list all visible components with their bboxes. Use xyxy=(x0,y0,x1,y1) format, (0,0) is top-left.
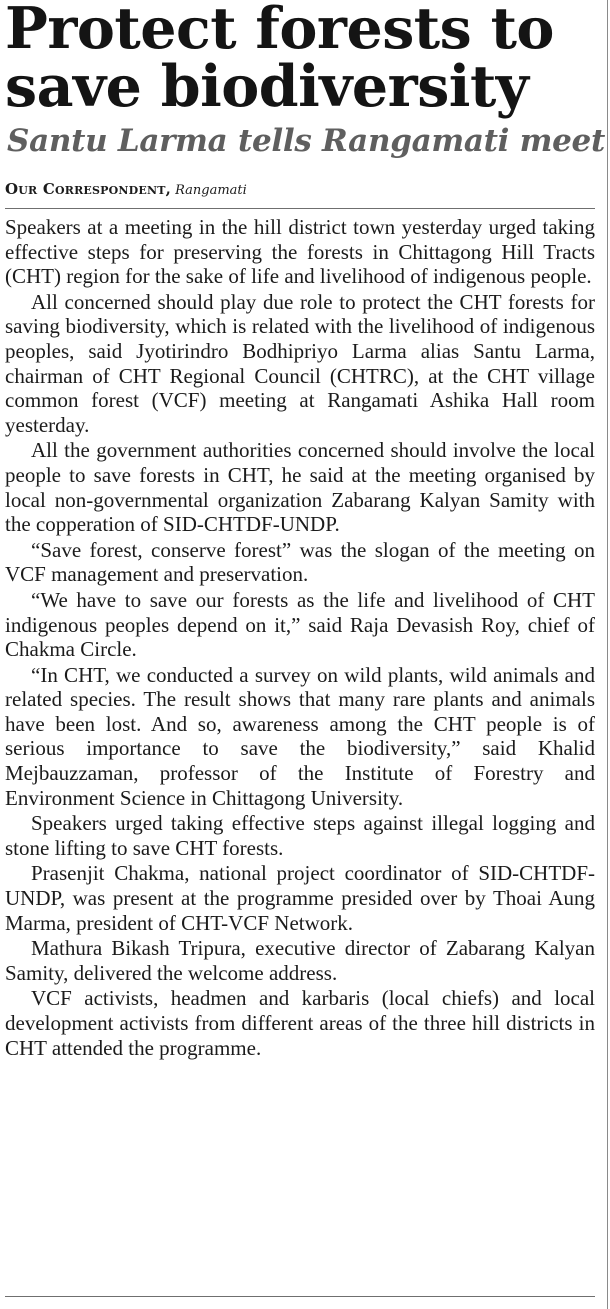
article xyxy=(5,0,606,1061)
byline-row xyxy=(5,180,595,200)
headline-line: Protect forests to xyxy=(5,0,554,62)
paragraph: VCF activists, headmen and karbaris (local chiefs) and local development activists from different areas of the three hill districts in CHT attended the programme. xyxy=(5,986,595,1060)
paragraph: “Save forest, conserve forest” was the slogan of the meeting on VCF management and preservation. xyxy=(5,537,595,587)
article-body xyxy=(5,215,595,1060)
bottom-rule xyxy=(5,1296,595,1297)
paragraph: All concerned should play due role to protect the CHT forests for saving biodiversity, which is related with the livelihood of indigenous peoples, said Jyotirindro Bodhipriyo Larma alias Santu Larma, chairman of CHT Regional Council (CHTRC), at the CHT village common forest (VCF) meeting at Rangamati Ashika Hall room yesterday. xyxy=(5,289,595,437)
byline: Our Correspondent, xyxy=(5,180,172,198)
headline-line: save biodiversity xyxy=(5,53,529,120)
paragraph: Speakers at a meeting in the hill district town yesterday urged taking effective steps for preserving the forests in Chittagong Hill Tracts (CHT) region for the sake of life and livelihood of indigenous people. xyxy=(5,215,595,289)
dateline: Rangamati xyxy=(175,183,247,198)
paragraph: “In CHT, we conducted a survey on wild plants, wild animals and related species. The result shows that many rare plants and animals have been lost. And so, awareness among the CHT people is of serious importance to save the biodiversity,” said Khalid Mejbauzzaman, professor of the Institute of Forestry and Environment Science in Chittagong University. xyxy=(5,662,595,810)
paragraph: Mathura Bikash Tripura, executive director of Zabarang Kalyan Samity, delivered the welcome address. xyxy=(5,936,595,985)
headline xyxy=(5,0,595,120)
page-edge-rule xyxy=(607,0,608,1309)
paragraph: All the government authorities concerned should involve the local people to save forests in CHT, he said at the meeting organised by local non-governmental organization Zabarang Kalyan Samity with the copperation of SID-CHTDF-UNDP. xyxy=(5,438,595,537)
paragraph: “We have to save our forests as the life and livelihood of CHT indigenous peoples depend on it,” said Raja Devasish Roy, chief of Chakma Circle. xyxy=(5,587,595,662)
paragraph: Speakers urged taking effective steps against illegal logging and stone lifting to save CHT forests. xyxy=(5,811,595,860)
subheadline: Santu Larma tells Rangamati meet xyxy=(7,123,606,159)
paragraph: Prasenjit Chakma, national project coordinator of SID-CHTDF-UNDP, was present at the programme presided over by Thoai Aung Marma, president of CHT-VCF Network. xyxy=(5,861,595,935)
byline-rule xyxy=(5,208,595,209)
